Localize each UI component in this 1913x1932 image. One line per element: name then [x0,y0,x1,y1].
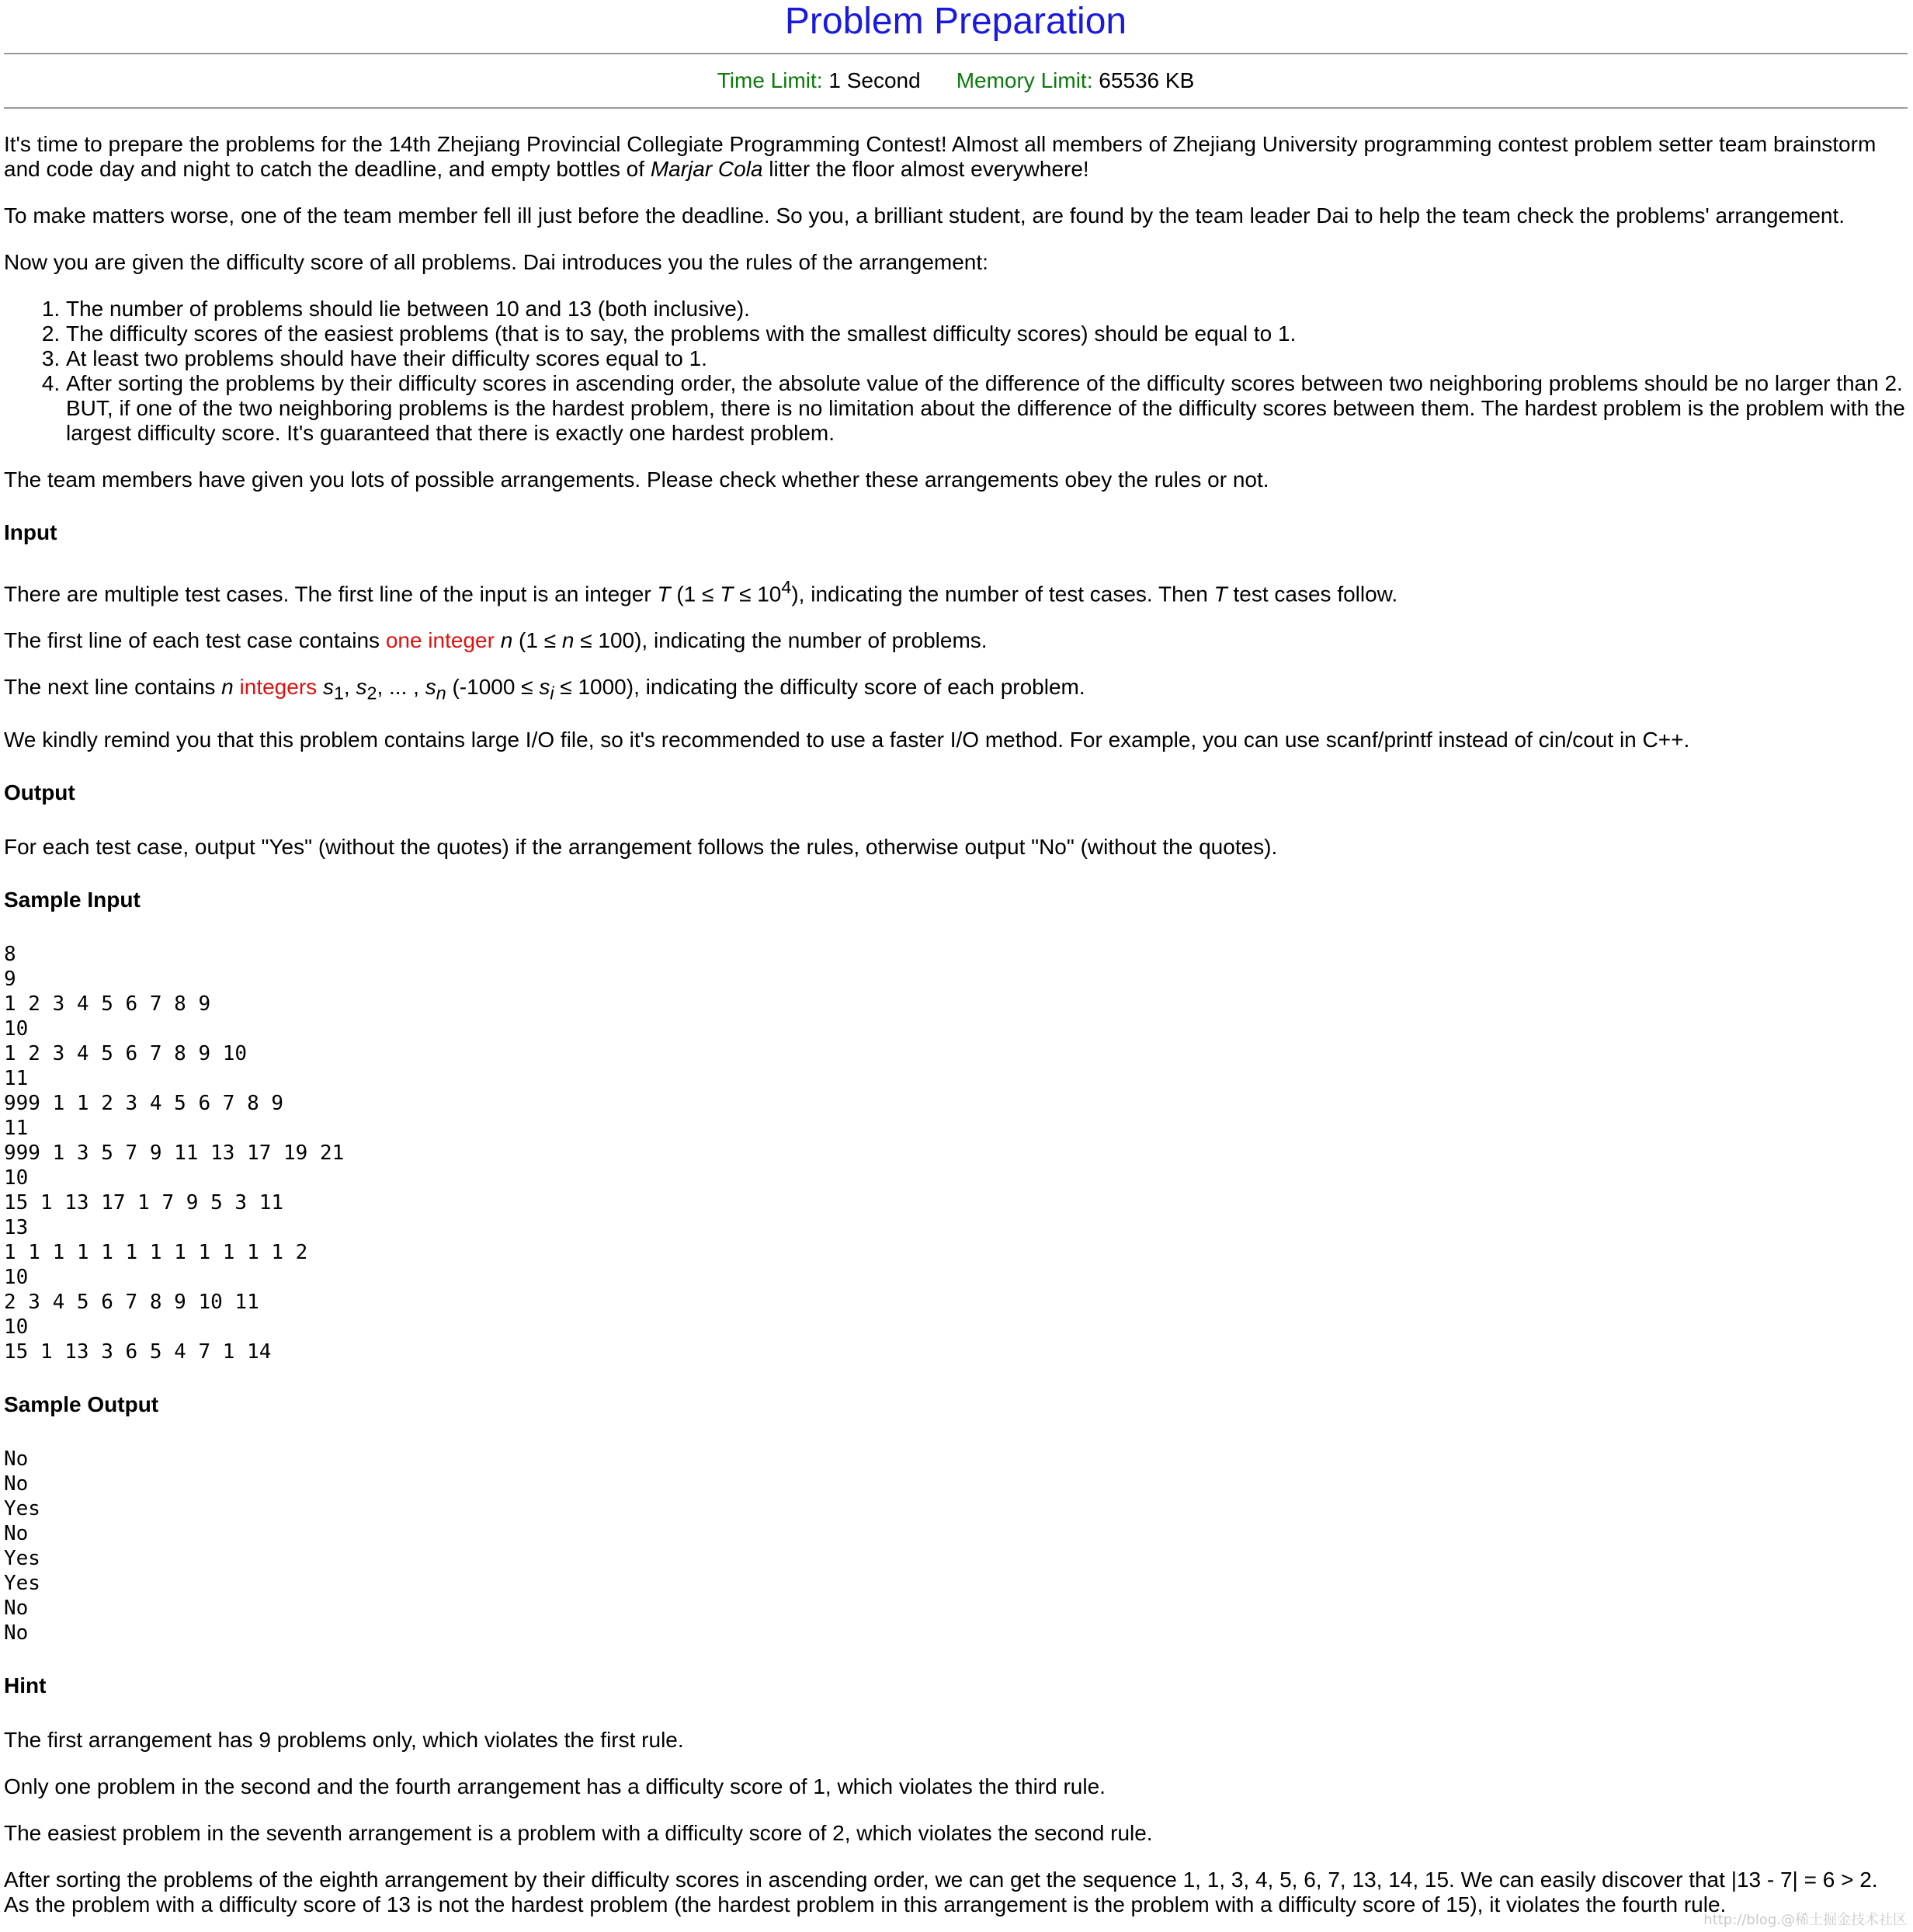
input-line-3: The next line contains n integers $s_1$, $s_2$, ... , $s_n$ $(-1000 \le s_i \le 1000)$, indicating the difficulty score of each problem. [4,675,1085,704]
hint-paragraph-3: The easiest problem in the seventh arrangement is a problem with a difficulty score of 2, which violates the second rule. [4,1820,1153,1845]
rule-item: 4. After sorting the problems by their difficulty scores in ascending order, the absolute value of the difference of the difficulty scores between two neighboring problems should be no larger than 2. BUT, if one of the two neighboring problems is the hardest problem, there is no limitation about the difference of the difficulty scores between them. The hardest problem is the problem with the largest difficulty score. It's guaranteed that there is exactly one hardest problem. [66,371,1908,446]
memory-limit-label: Memory Limit: [956,68,1093,92]
intro-paragraph-3: Now you are given the difficulty score of all problems. Dai introduces you the rules of the arrangement: [4,250,988,274]
input-heading: Input [4,520,57,544]
sample-input-heading: Sample Input [4,887,141,912]
output-heading: Output [4,780,75,804]
intro-paragraph-2: To make matters worse, one of the team member fell ill just before the deadline. So you, a brilliant student, are found by the team leader Dai to help the team check the problems' arrangement. [4,203,1845,228]
limits-divider [4,107,1908,109]
highlight-integers: integers [239,675,318,700]
rule-item: 3. At least two problems should have their difficulty scores equal to 1. [66,346,1908,371]
after-rules-paragraph: The team members have given you lots of possible arrangements. Please check whether these arrangements obey the rules or not. [4,467,1269,492]
sample-input-block: 8 9 1 2 3 4 5 6 7 8 9 10 1 2 3 4 5 6 7 8 9 10 11 999 1 1 2 3 4 5 6 7 8 9 11 999 1 3 5 7 9 11 13 17 19 21 10 15 1 13 17 1 7 9 5 3 11 13 1 1 1 1 1 1 1 1 1 1 1 1 2 10 2 3 4 5 6 7 8 9 10 11 10 15 1 13 3 6 5 4 7 1 14 [4,942,345,1364]
input-line-2: The first line of each test case contains one integer n (1 ≤ n ≤ 100), indicating the number of problems. [4,628,988,653]
input-line-4: We kindly remind you that this problem contains large I/O file, so it's recommended to use a faster I/O method. For example, you can use scanf/printf instead of cin/cout in C++. [4,727,1690,752]
watermark: http://blog.@稀土掘金技术社区 [1703,1912,1907,1928]
input-line-1: There are multiple test cases. The first line of the input is an integer T $(1 \le T \le 10^4)$, indicating the number of test cases. Then T test cases follow. [4,577,1398,606]
intro-paragraph-1: It's time to prepare the problems for the 14th Zhejiang Provincial Collegiate Programming Contest! Almost all members of Zhejiang University programming contest problem setter team brainstorm and code day and night to catch the deadline, and empty bottles of Marjar Cola litter the floor almost everywhere! [4,132,1877,181]
sample-output-heading: Sample Output [4,1392,159,1416]
problem-page [4,0,1908,1917]
output-text: For each test case, output "Yes" (without the quotes) if the arrangement follows the rules, otherwise output "No" (without the quotes). [4,834,1278,859]
rule-item: 1. The number of problems should lie between 10 and 13 (both inclusive). [66,297,1908,321]
hint-paragraph-4: After sorting the problems of the eighth arrangement by their difficulty scores in ascending order, we can get the sequence 1, 1, 3, 4, 5, 6, 7, 13, 14, 15. We can easily discover that |13 - 7| = 6 > 2. As the problem with a difficulty score of 13 is not the hardest problem (the hardest problem in this arrangement is the problem with a difficulty score of 15), it violates the fourth rule. [4,1867,1878,1916]
limits-bar [4,68,1908,93]
hint-paragraph-2: Only one problem in the second and the fourth arrangement has a difficulty score of 1, which violates the third rule. [4,1774,1106,1798]
rules-list [4,297,1908,446]
marjar-cola-text: Marjar Cola [650,157,763,181]
time-limit-label: Time Limit: [717,68,823,92]
sample-output-block: No No Yes No Yes Yes No No [4,1447,40,1645]
hint-paragraph-1: The first arrangement has 9 problems only, which violates the first rule. [4,1727,684,1752]
title-divider [4,53,1908,54]
memory-limit-value: 65536 KB [1099,68,1195,92]
rule-item: 2. The difficulty scores of the easiest problems (that is to say, the problems with the smallest difficulty scores) should be equal to 1. [66,321,1908,346]
highlight-one-integer: one integer [385,628,495,653]
hint-heading: Hint [4,1673,47,1697]
time-limit-value: 1 Second [828,68,921,92]
page-title: Problem Preparation [784,1,1127,42]
